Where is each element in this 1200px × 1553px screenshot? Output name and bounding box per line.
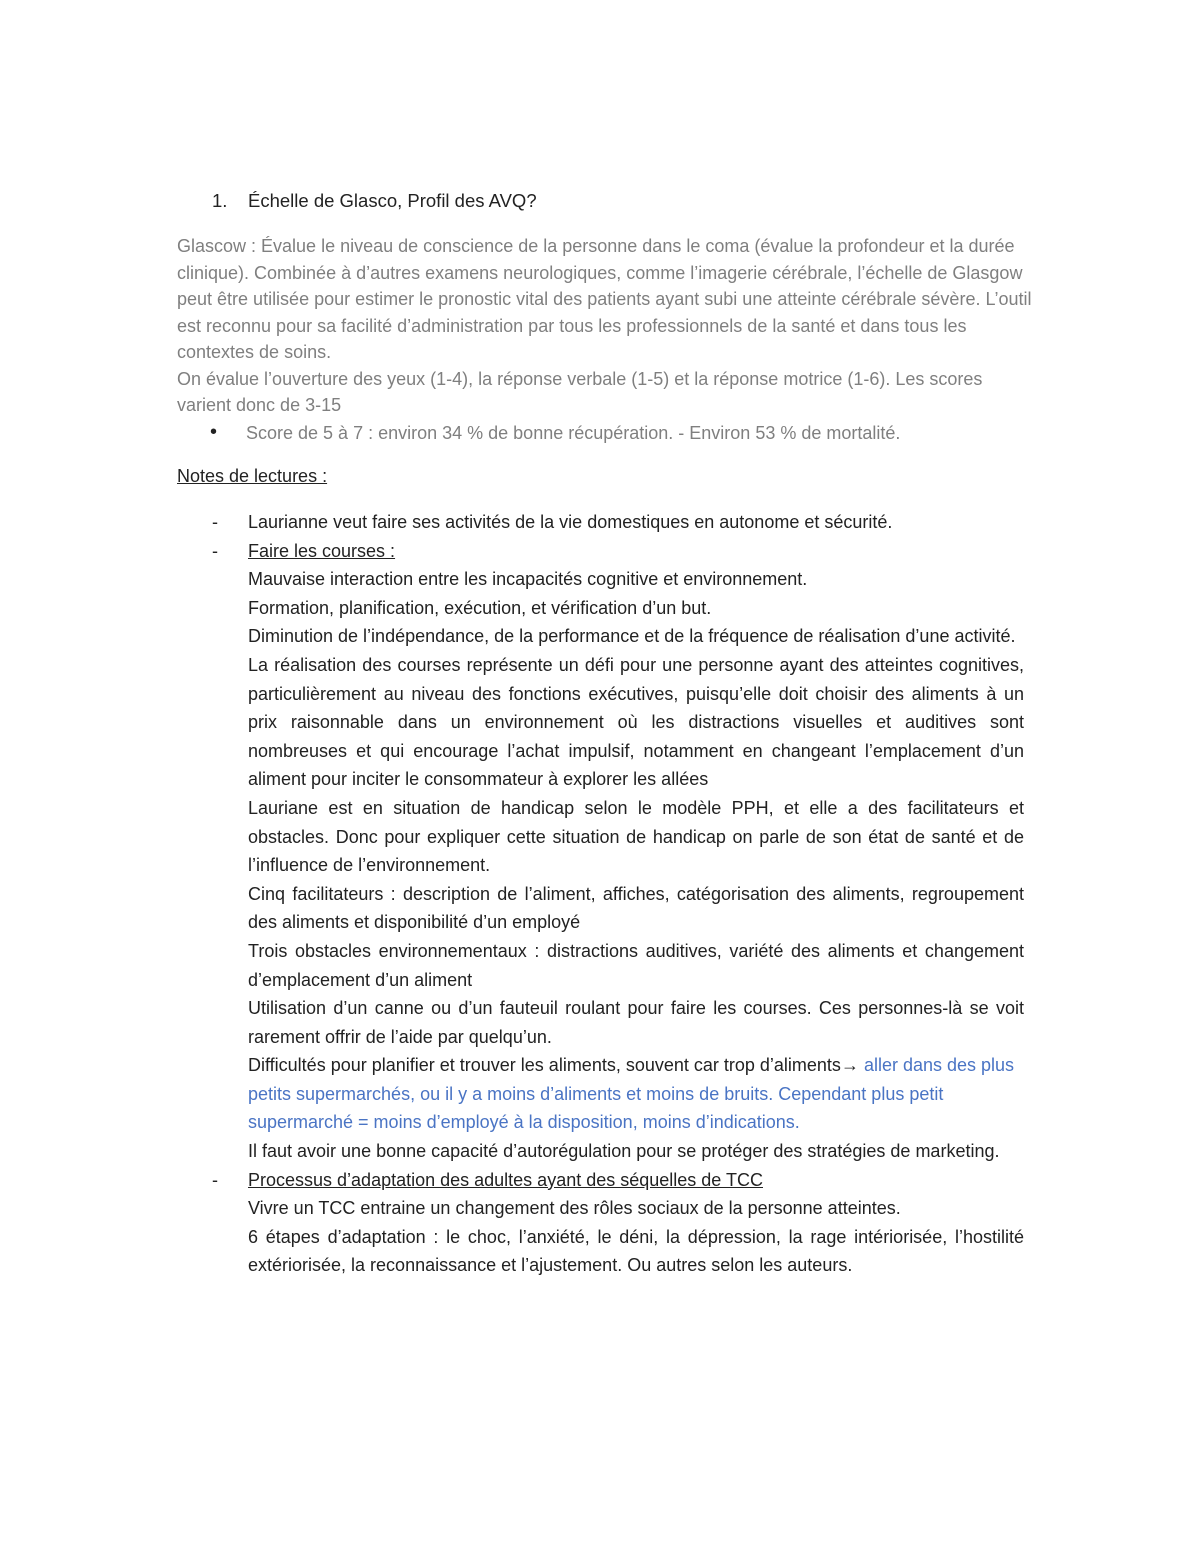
item2-line: Formation, planification, exécution, et vérification d’un but. — [248, 597, 712, 618]
item2-line: Lauriane est en situation de handicap selon le modèle PPH, et elle a des facilitateurs et obstacles. Donc pour expliquer cette situation de handicap on parle de son état de santé et de l’influence de l’environnement. — [248, 797, 1024, 876]
item2-line: Utilisation d’un canne ou d’un fauteuil roulant pour faire les courses. Ces personnes-là se voit rarement offrir de l’aide par quelqu’un. — [248, 998, 1024, 1047]
glasgow-text-1: Évalue le niveau de conscience de la personne dans le coma (évalue la profondeur et la durée clinique). Combinée à d’autres examens neurologiques, comme l’imagerie cérébrale, l’échelle de Glasgow peut être utilisée pour estimer le pronostic vital des patients ayant subi une atteinte cérébrale sévère. L’outil est reconnu pour sa facilité d’administration par tous les professionnels de la santé et dans tous les contextes de soins. — [177, 236, 1032, 362]
item2-difficulty — [248, 1051, 1024, 1137]
dash-marker: - — [212, 512, 218, 532]
item3-line: Vivre un TCC entraine un changement des rôles sociaux de la personne atteintes. — [248, 1198, 901, 1219]
list-item — [212, 508, 1024, 537]
dash-marker: - — [212, 540, 218, 561]
heading-title: Échelle de Glasco, Profil des AVQ? — [248, 190, 537, 211]
item3-line: 6 étapes d’adaptation : le choc, l’anxiété, le déni, la dépression, la rage intériorisée, l’hostilité extériorisée, la reconnaissance et l’ajustement. Ou autres selon les auteurs. — [248, 1226, 1024, 1276]
bullet-icon: • — [210, 421, 218, 443]
bullet-text: Score de 5 à 7 : environ 34 % de bonne récupération. - Environ 53 % de mortalité. — [246, 423, 901, 443]
item2-line: Mauvaise interaction entre les incapacités cognitive et environnement. — [248, 569, 808, 590]
item2-line: Trois obstacles environnementaux : distractions auditives, variété des aliments et changement d’emplacement d’un aliment — [248, 940, 1024, 990]
item2-line: Cinq facilitateurs : description de l’aliment, affiches, catégorisation des aliments, regroupement des aliments et disponibilité d’un employé — [248, 883, 1024, 933]
list-item — [212, 537, 1024, 1166]
item2-line: La réalisation des courses représente un défi pour une personne ayant des atteintes cognitives, particulièrement au niveau des fonctions exécutives, puisqu’elle doit choisir des aliments à un prix raisonnable dans un environnement où les distractions visuelles et auditives sont nombreuses et qui encourage l’achat impulsif, notamment en changeant l’emplacement d’un aliment pour inciter le consommateur à explorer les allées — [248, 654, 1024, 790]
glasgow-label: Glascow : — [177, 236, 257, 256]
item1-text: Laurianne veut faire ses activités de la vie domestiques en autonome et sécurité. — [248, 512, 893, 532]
item2-last: Il faut avoir une bonne capacité d’autorégulation pour se protéger des stratégies de marketing. — [248, 1141, 1000, 1162]
list-item — [212, 1166, 1024, 1280]
glasgow-text-2: On évalue l’ouverture des yeux (1-4), la réponse verbale (1-5) et la réponse motrice (1-6). Les scores varient donc de 3-15 — [177, 368, 983, 415]
item3-title: Processus d’adaptation des adultes ayant des séquelles de TCC — [248, 1169, 763, 1190]
notes-title: Notes de lectures : — [177, 466, 328, 486]
difficulty-blue-text: aller dans des plus petits supermarchés, ou il y a moins d’aliments et moins de bruits. Cependant plus petit supermarché = moins d’employé à la disposition, moins d’indications. — [248, 1055, 1015, 1133]
dash-marker: - — [212, 1169, 218, 1190]
arrow-right-icon: → — [840, 1055, 859, 1076]
item2-title: Faire les courses : — [248, 540, 396, 561]
heading-number: 1. — [212, 190, 228, 211]
notes-list — [212, 508, 1024, 1280]
item2-line: Diminution de l’indépendance, de la performance et de la fréquence de réalisation d’une activité. — [248, 626, 1016, 647]
difficulty-text: Difficultés pour planifier et trouver les aliments, souvent car trop d’aliments — [248, 1055, 841, 1076]
glasgow-paragraph — [177, 233, 1037, 419]
